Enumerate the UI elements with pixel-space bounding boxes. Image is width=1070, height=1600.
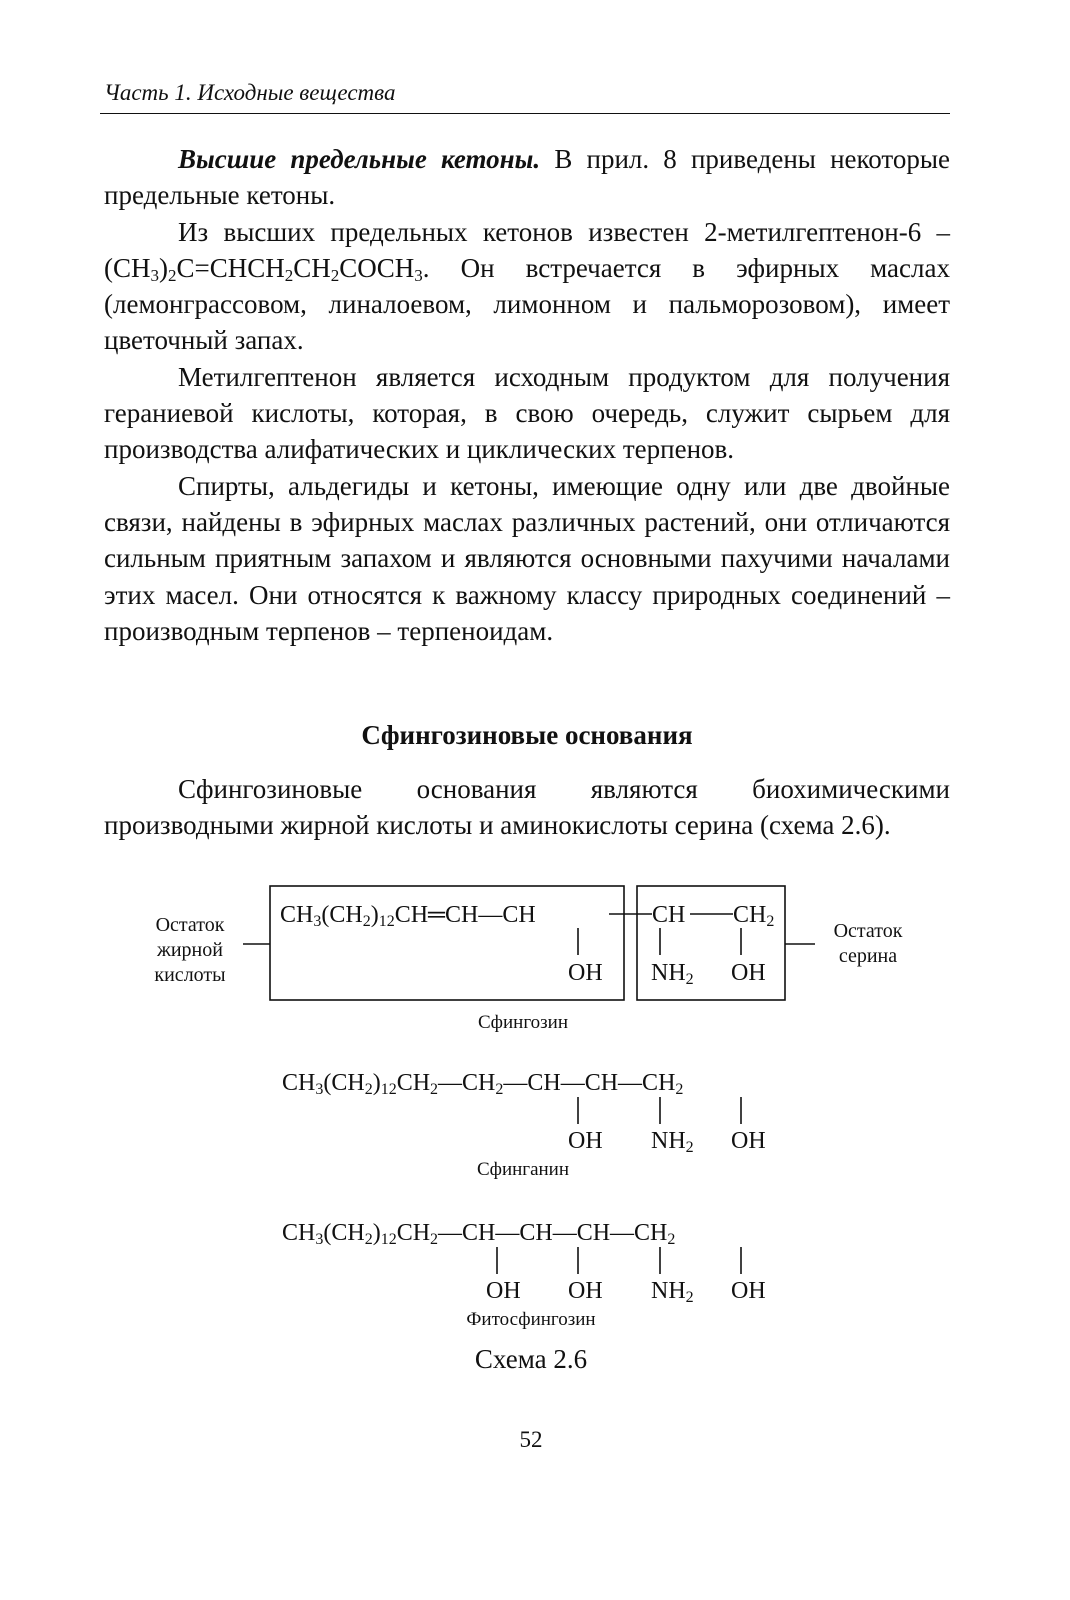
subscript: 2 (168, 265, 177, 285)
text-run: C=CHCH (176, 252, 285, 283)
text-run: COCH (339, 252, 415, 283)
left-label-line1: Остаток (155, 914, 225, 936)
sphinganine-oh-1: OH (568, 1128, 603, 1154)
sphingosine-oh-1: OH (568, 960, 603, 986)
text-run: . Он встречается в эфирных маслах (лемонграссовом, линалоевом, лимонном и пальморозовом), имеет цветочный запах. (104, 252, 950, 356)
text-run: CH (293, 252, 331, 283)
right-label-line1: Остаток (833, 920, 903, 942)
paragraph-geranic-acid: Метилгептенон является исходным продуктом для получения гераниевой кислоты, которая, в свою очередь, служит сырьем для производства алифатических и циклических терпенов. (104, 361, 950, 465)
phytosphingosine-oh-3: OH (731, 1278, 766, 1304)
paragraph-lead: Высшие предельные кетоны. (178, 144, 541, 174)
phytosphingosine-chain: CH3(CH2)12CH2—CH—CH—CH—CH2 (282, 1220, 676, 1248)
sphingosine-nh2: NH2 (651, 960, 694, 988)
right-label-line2: серина (838, 945, 898, 967)
sphinganine-oh-2: OH (731, 1128, 766, 1154)
text-run: Из высших предельных кетонов известен 2-метилгептенон-6 – (CH (104, 216, 950, 283)
paragraph-sphingoid-bases: Сфингозиновые основания являются биохимическими производными жирной кислоты и аминокислоты серина (схема 2.6). (104, 774, 950, 841)
sphingosine-oh-2: OH (731, 960, 766, 986)
phytosphingosine-oh-2: OH (568, 1278, 603, 1304)
sphingosine-chain: CH3(CH2)12CH═CH—CH (280, 902, 536, 930)
sphinganine-name: Сфинганин (476, 1159, 570, 1180)
subscript: 3 (414, 265, 423, 285)
subscript: 2 (330, 265, 340, 285)
sphingosine-ch2: CH2 (733, 902, 775, 930)
sphingosine-ch: CH (652, 902, 686, 928)
running-title: Часть 1. Исходные вещества (104, 80, 396, 105)
paragraph-terpenoids: Спирты, альдегиды и кетоны, имеющие одну или две двойные связи, найдены в эфирных маслах различных растений, они отличаются сильным приятным запахом и являются основными пахучими началами этих масел. Они относятся к важному классу природных соединений – производным терпенов – терпеноидам. (104, 470, 950, 646)
subscript: 3 (150, 265, 159, 285)
page-number: 52 (519, 1427, 543, 1452)
text-run: ) (159, 252, 168, 283)
section-heading: Сфингозиновые основания (361, 720, 693, 750)
phytosphingosine-nh2: NH2 (651, 1278, 694, 1306)
left-label-line3: кислоты (154, 964, 226, 986)
sphingosine-name: Сфингозин (478, 1012, 568, 1033)
subscript: 2 (284, 265, 294, 285)
scheme-caption: Схема 2.6 (474, 1344, 588, 1374)
sphinganine-chain: CH3(CH2)12CH2—CH2—CH—CH—CH2 (282, 1070, 684, 1098)
sphinganine-nh2: NH2 (651, 1128, 694, 1156)
left-label-line2: жирной (157, 939, 223, 961)
phytosphingosine-name: Фитосфингозин (466, 1309, 596, 1330)
phytosphingosine-oh-1: OH (486, 1278, 521, 1304)
paragraph-text: В прил. 8 приведены некоторые предельные кетоны. (104, 144, 950, 211)
